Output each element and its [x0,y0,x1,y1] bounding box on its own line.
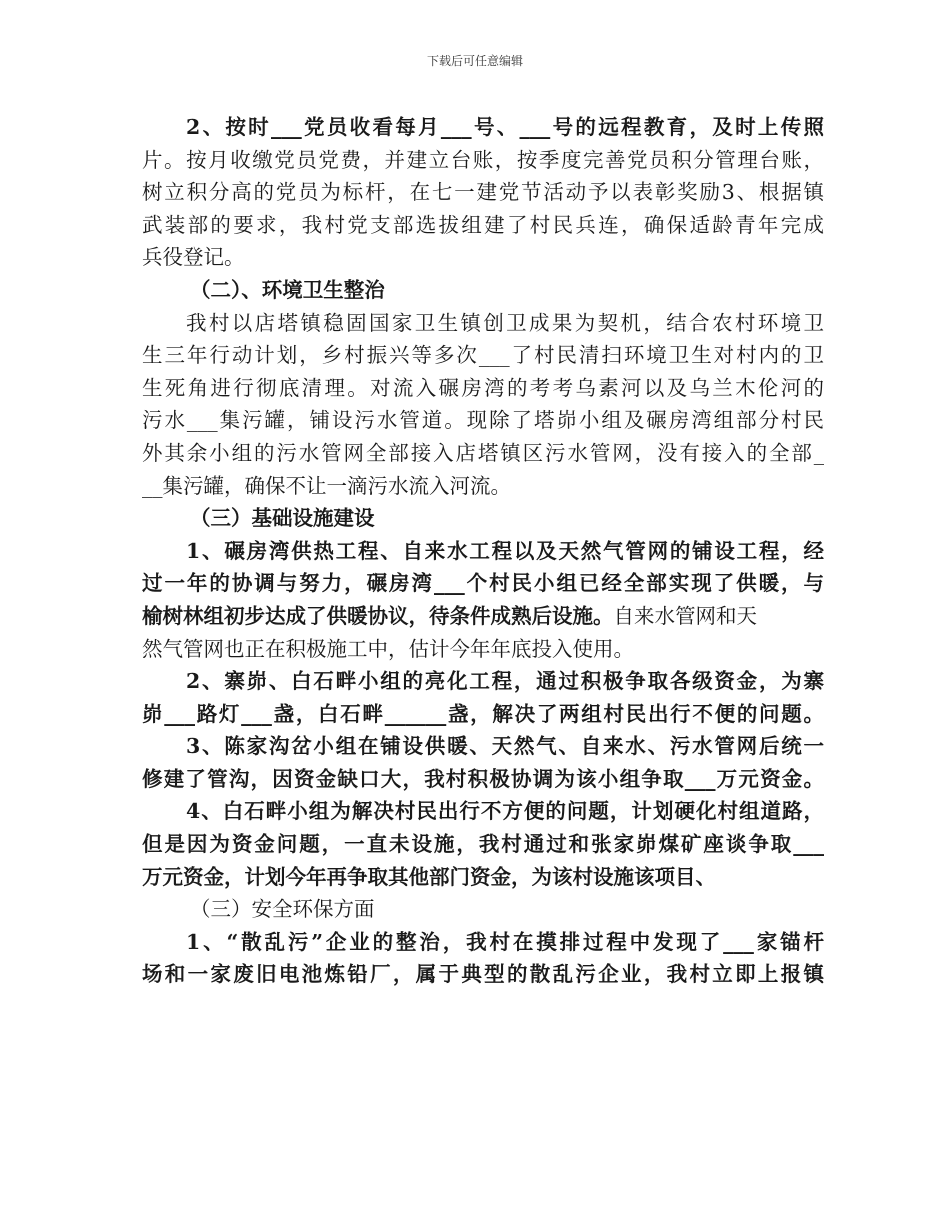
paragraph-line [142,209,824,242]
paragraph-line [142,633,824,666]
paragraph-line [142,307,824,340]
paragraph-line [142,698,824,731]
line-text: 污水___集污罐，铺设污水管道。现除了塔峁小组及碾房湾组部分村民 [142,408,824,433]
line-text: 过一年的协调与努力，碾房湾___个村民小组已经全部实现了供暖，与 [142,571,824,596]
line-text: 片。按月收缴党员党费，并建立台账，按季度完善党员积分管理台账， [142,147,824,172]
paragraph-line [142,730,824,763]
paragraph-line [142,600,824,633]
paragraph-line [142,861,824,894]
line-text: 我村以店塔镇稳固国家卫生镇创卫成果为契机，结合农村环境卫 [186,310,824,335]
line-text: 榆树林组初步达成了供暖协议，待条件成熟后设施。 [142,603,614,628]
paragraph-line [142,763,824,796]
line-text: （二）、环境卫生整治 [190,277,385,302]
line-text: 4、白石畔小组为解决村民出行不方便的问题，计划硬化村组道路， [186,799,824,824]
line-text: 场和一家废旧电池炼铅厂，属于典型的散乱污企业，我村立即上报镇 [142,962,824,987]
line-text: 生死角进行彻底清理。对流入碾房湾的考考乌素河以及乌兰木伦河的 [142,375,824,400]
paragraph-line [142,926,824,959]
paragraph-line [142,567,824,600]
line-text: 万元资金，计划今年再争取其他部门资金，为该村设施该项目、 [142,864,716,889]
line-text: 峁___路灯___盏，白石畔______盏，解决了两组村民出行不便的问题。 [142,701,824,726]
page-header: 下载后可任意编辑 [426,54,523,68]
line-text: 3、陈家沟岔小组在铺设供暖、天然气、自来水、污水管网后统一 [186,734,824,759]
line-text: 武装部的要求，我村党支部选拔组建了村民兵连，确保适龄青年完成 [142,212,824,237]
paragraph-line [142,958,824,991]
line-text: 外其余小组的污水管网全部接入店塔镇区污水管网，没有接入的全部_ [142,440,824,465]
line-text: 2、寨峁、白石畔小组的亮化工程，通过积极争取各级资金，为寨 [186,669,824,694]
line-text: 1、碾房湾供热工程、自来水工程以及天然气管网的铺设工程，经 [186,538,824,563]
line-text: 然气管网也正在积极施工中，估计今年年底投入使用。 [142,636,634,661]
line-tail-text: 自来水管网和天 [613,603,757,628]
paragraph-line [142,176,824,209]
paragraph-line [142,144,824,177]
paragraph-line [142,893,824,926]
paragraph-line [142,795,824,828]
paragraph-line [142,828,824,861]
line-text: 兵役登记。 [142,245,245,270]
line-text: （三）基础设施建设 [190,506,375,531]
document-body [142,111,824,991]
paragraph-line [142,470,824,503]
paragraph-line [142,502,824,535]
paragraph-line [142,404,824,437]
line-text: 但是因为资金问题，一直未设施，我村通过和张家峁煤矿座谈争取___ [142,832,824,857]
line-text: 生三年行动计划，乡村振兴等多次___了村民清扫环境卫生对村内的卫 [142,343,824,368]
paragraph-line [142,665,824,698]
paragraph-line [142,241,824,274]
line-text: __集污罐，确保不让一滴污水流入河流。 [142,473,511,498]
paragraph-line [142,437,824,470]
paragraph-line [142,535,824,568]
line-text: （三）安全环保方面 [190,897,375,922]
line-text: 1、“散乱污”企业的整治，我村在摸排过程中发现了___家锚杆 [186,929,824,954]
paragraph-line [142,372,824,405]
paragraph-line [142,274,824,307]
line-text: 2、按时___党员收看每月___号、___号的远程教育，及时上传照 [186,115,824,139]
paragraph-line [142,111,824,144]
paragraph-line [142,339,824,372]
line-text: 树立积分高的党员为标杆，在七一建党节活动予以表彰奖励3、根据镇 [142,180,824,205]
line-text: 修建了管沟，因资金缺口大，我村积极协调为该小组争取___万元资金。 [142,766,824,791]
